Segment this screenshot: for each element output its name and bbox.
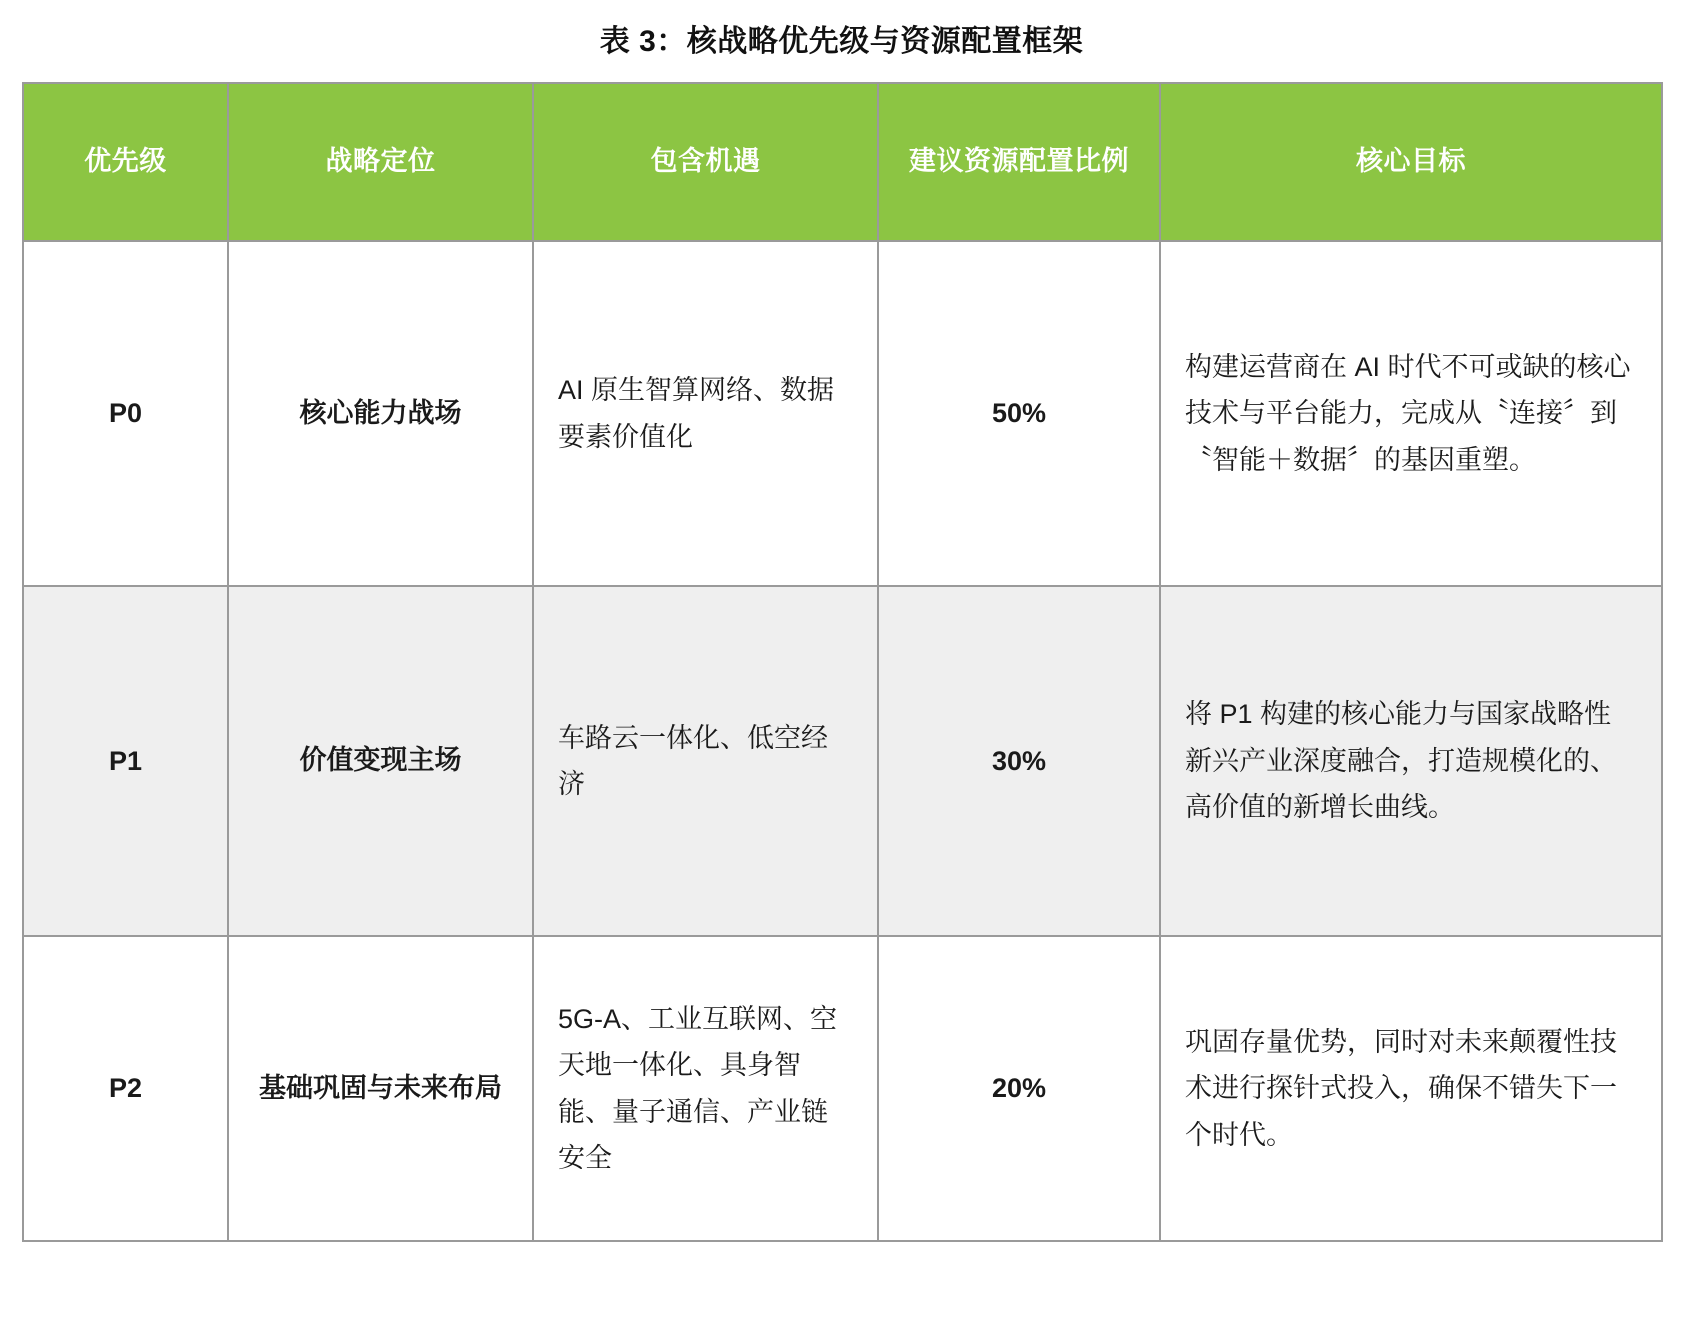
column-header-priority: 优先级	[23, 83, 228, 241]
cell-position: 价值变现主场	[228, 586, 533, 936]
table-row	[23, 241, 1662, 586]
column-header-goal: 核心目标	[1160, 83, 1662, 241]
column-header-opportunity: 包含机遇	[533, 83, 878, 241]
table-body	[23, 241, 1662, 1241]
cell-goal: 将 P1 构建的核心能力与国家战略性新兴产业深度融合，打造规模化的、高价值的新增长曲线。	[1160, 586, 1662, 936]
cell-goal: 构建运营商在 AI 时代不可或缺的核心技术与平台能力，完成从〝连接〞到〝智能＋数据〞的基因重塑。	[1160, 241, 1662, 586]
cell-goal: 巩固存量优势，同时对未来颠覆性技术进行探针式投入，确保不错失下一个时代。	[1160, 936, 1662, 1241]
table-row	[23, 586, 1662, 936]
cell-ratio: 30%	[878, 586, 1160, 936]
cell-opportunity: 5G-A、工业互联网、空天地一体化、具身智能、量子通信、产业链安全	[533, 936, 878, 1241]
cell-priority: P1	[23, 586, 228, 936]
page-title: 表 3：核战略优先级与资源配置框架	[599, 25, 1084, 58]
table-container	[0, 82, 1683, 1242]
cell-position: 核心能力战场	[228, 241, 533, 586]
column-header-ratio: 建议资源配置比例	[878, 83, 1160, 241]
cell-opportunity: AI 原生智算网络、数据要素价值化	[533, 241, 878, 586]
table-row	[23, 936, 1662, 1241]
cell-ratio: 50%	[878, 241, 1160, 586]
cell-priority: P2	[23, 936, 228, 1241]
strategy-priority-table	[22, 82, 1663, 1242]
cell-priority: P0	[23, 241, 228, 586]
cell-position: 基础巩固与未来布局	[228, 936, 533, 1241]
cell-opportunity: 车路云一体化、低空经济	[533, 586, 878, 936]
column-header-position: 战略定位	[228, 83, 533, 241]
table-header	[23, 83, 1662, 241]
table-header-row	[23, 83, 1662, 241]
cell-ratio: 20%	[878, 936, 1160, 1241]
